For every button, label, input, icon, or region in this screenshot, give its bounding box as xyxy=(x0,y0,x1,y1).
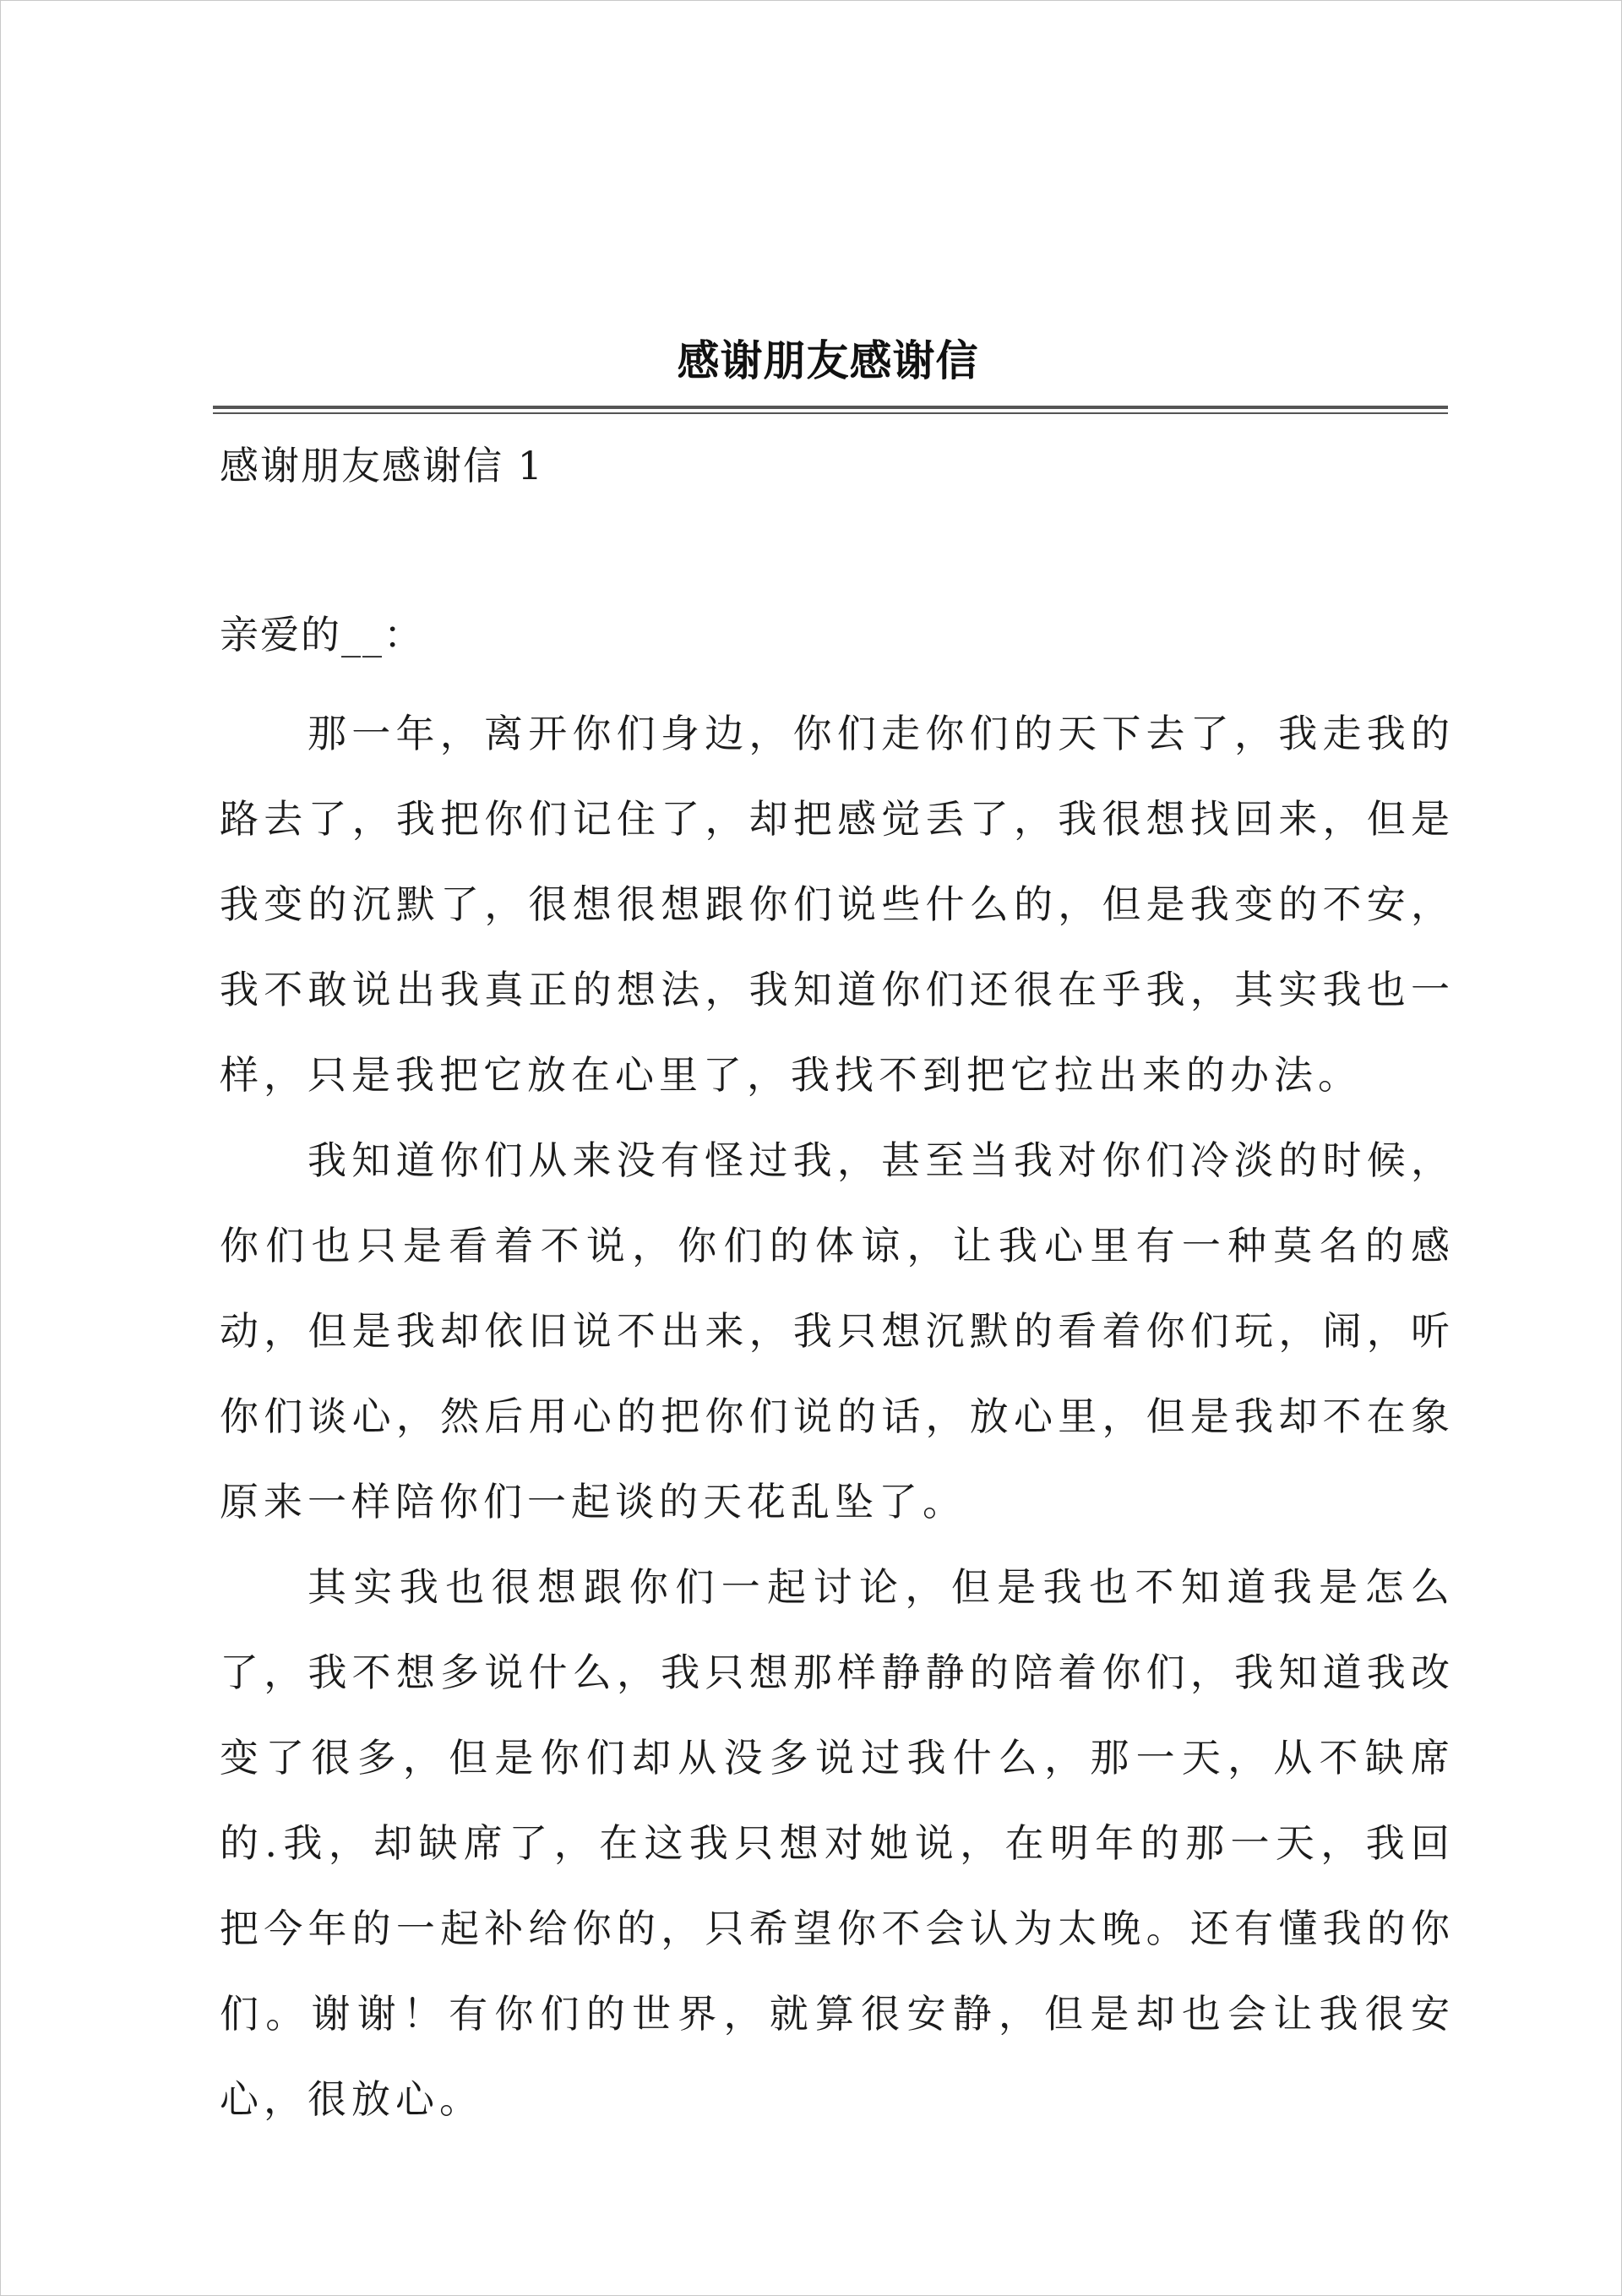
document-title: 感谢朋友感谢信 xyxy=(677,335,979,385)
letter-body xyxy=(220,691,1455,2142)
paragraph-2: 我知道你们从来没有怪过我，甚至当我对你们冷淡的时候，你们也只是看着不说，你们的体谅，让我心里有一种莫名的感动，但是我却依旧说不出来，我只想沉默的看着你们玩，闹，听你们谈心，然后用心的把你们说的话，放心里，但是我却不在象原来一样陪你们一起谈的天花乱坠了。 xyxy=(220,1137,1455,1524)
title-rule-thin xyxy=(213,412,1448,414)
paragraph-3: 其实我也很想跟你们一起讨论，但是我也不知道我是怎么了，我不想多说什么，我只想那样静静的陪着你们，我知道我改变了很多，但是你们却从没多说过我什么，那一天，从不缺席的.我，却缺席了，在这我只想对她说，在明年的那一天，我回把今年的一起补给你的，只希望你不会认为太晚。还有懂我的你们。谢谢！有你们的世界，就算很安静，但是却也会让我很安心，很放心。 xyxy=(220,1564,1455,2122)
paragraph-1: 那一年，离开你们身边，你们走你们的天下去了，我走我的路去了，我把你们记住了，却把感觉丢了，我很想找回来，但是我变的沉默了，很想很想跟你们说些什么的，但是我变的不安，我不敢说出我真正的想法，我知道你们还很在乎我，其实我也一样，只是我把它放在心里了，我找不到把它拉出来的办法。 xyxy=(220,711,1455,1098)
title-rule-thick xyxy=(213,406,1448,409)
salutation: 亲爱的__： xyxy=(220,612,424,657)
section-heading: 感谢朋友感谢信 1 xyxy=(220,443,544,488)
